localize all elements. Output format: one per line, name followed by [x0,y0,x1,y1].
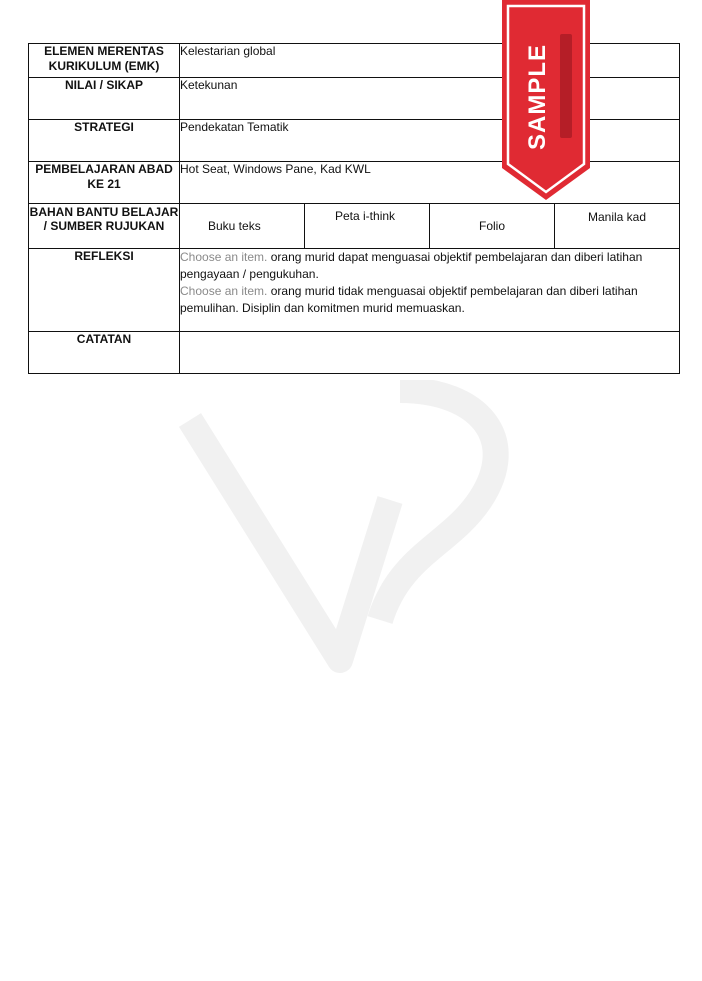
choose-item-dropdown-1[interactable]: Choose an item. [180,250,268,264]
row-label-bbm: BAHAN BANTU BELAJAR / SUMBER RUJUKAN [29,204,180,249]
bbm-item-buku-teks: Buku teks [180,204,305,249]
row-catatan [29,332,680,374]
row-refleksi [29,249,680,332]
row-label-strategi: STRATEGI [29,120,180,162]
row-value-nilai: Ketekunan [180,78,680,120]
sample-stamp-text [524,0,564,150]
row-value-pak21: Hot Seat, Windows Pane, Kad KWL [180,162,680,204]
row-label-refleksi: REFLEKSI [29,249,180,332]
row-value-strategi: Pendekatan Tematik [180,120,680,162]
refleksi-line-2 [180,283,679,317]
bbm-item-folio: Folio [430,204,555,249]
row-label-pak21: PEMBELAJARAN ABAD KE 21 [29,162,180,204]
row-label-nilai: NILAI / SIKAP [29,78,180,120]
choose-item-dropdown-2[interactable]: Choose an item. [180,284,268,298]
sample-word: SAMPLE [524,43,551,150]
watermark-logo [150,380,580,680]
row-value-catatan [180,332,680,374]
refleksi-text-2: orang murid tidak menguasai objektif pembelajaran dan diberi latihan pemulihan. Disiplin dan komitmen murid memuaskan. [180,284,638,315]
row-value-emk: Kelestarian global [180,44,680,78]
refleksi-line-1 [180,249,679,283]
bbm-item-peta-i-think: Peta i-think [305,204,430,249]
row-label-catatan: CATATAN [29,332,180,374]
refleksi-text-1: orang murid dapat menguasai objektif pembelajaran dan diberi latihan pengayaan / pengukuhan. [180,250,643,281]
row-label-emk: ELEMEN MERENTAS KURIKULUM (EMK) [29,44,180,78]
bbm-item-manila-kad: Manila kad [555,204,680,249]
row-bbm [29,204,680,249]
row-value-refleksi [180,249,680,332]
